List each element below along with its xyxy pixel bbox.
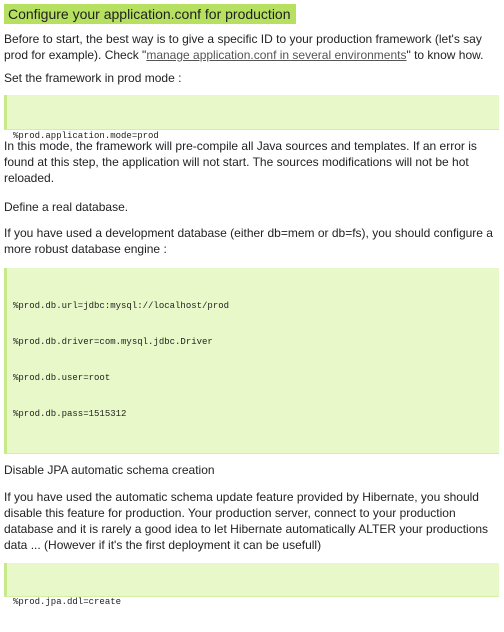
page-heading: Configure your application.conf for production xyxy=(4,4,296,24)
code-line: %prod.jpa.ddl=create xyxy=(13,597,122,607)
code-line: %prod.db.url=jdbc:mysql://localhost/prod xyxy=(13,301,230,311)
code-block-jpa xyxy=(4,563,499,607)
code-line: %prod.application.mode=prod xyxy=(13,131,159,141)
define-db-label: Define a real database. xyxy=(4,200,129,214)
code-line: %prod.db.user=root xyxy=(13,373,111,383)
intro-text-before: Before to start, the best way is to give a specific ID to your production framework (let's say prod for example). Check " xyxy=(4,32,482,62)
code-block-mode xyxy=(4,95,499,141)
environments-link[interactable]: manage application.conf in several environments xyxy=(146,48,407,62)
code-block-db xyxy=(4,268,499,454)
hibernate-paragraph: If you have used the automatic schema update feature provided by Hibernate, you should disable this feature for production. Your production server, connect to your production database and it is rarely a good idea to let Hibernate automatically ALTER your productions data ... (However if it's the first deployment it can be usefull) xyxy=(4,490,489,552)
intro-paragraph xyxy=(4,31,499,63)
mode-label: Set the framework in prod mode : xyxy=(4,71,182,85)
code-line: %prod.db.driver=com.mysql.jdbc.Driver xyxy=(13,337,213,347)
intro-text-after: " to know how. xyxy=(406,48,484,62)
mode-explanation: In this mode, the framework will pre-compile all Java sources and templates. If an error is found at this step, the application will not start. The sources modifications will not be hot reloaded. xyxy=(4,139,477,185)
disable-jpa-label: Disable JPA automatic schema creation xyxy=(4,463,215,477)
code-line: %prod.db.pass=1515312 xyxy=(13,409,127,419)
dev-db-paragraph: If you have used a development database (either db=mem or db=fs), you should configure a more robust database engine : xyxy=(4,226,493,256)
